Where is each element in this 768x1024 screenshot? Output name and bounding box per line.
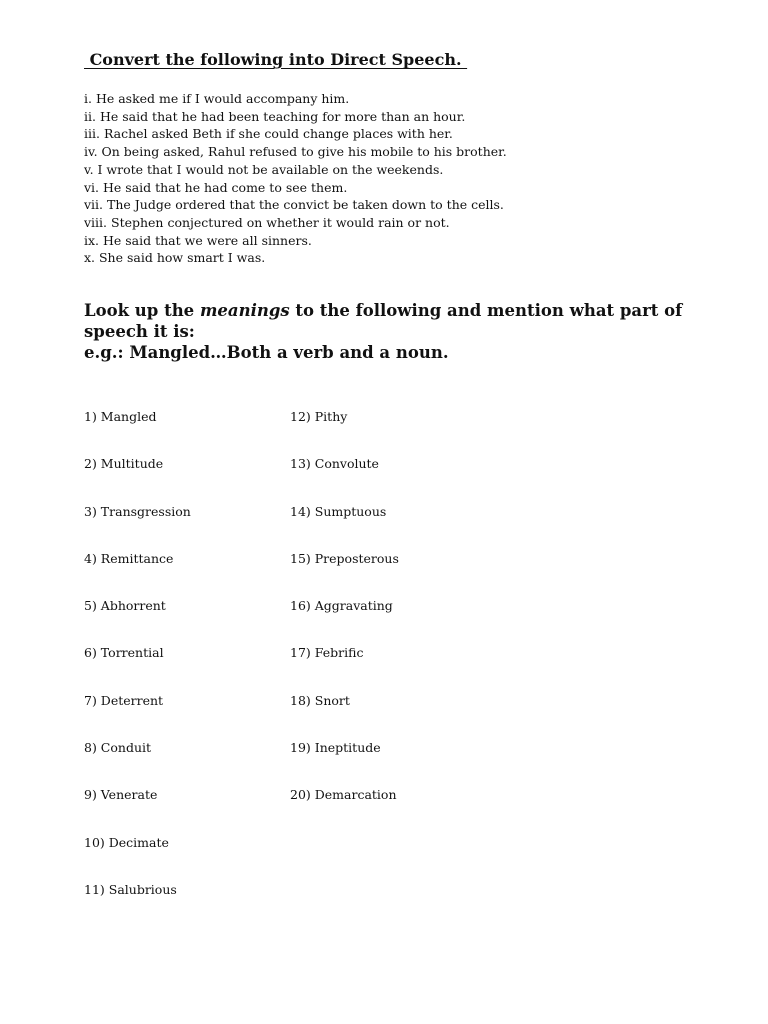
example-line: e.g.: Mangled…Both a verb and a noun. (84, 343, 449, 362)
word-item: 16) Aggravating (290, 598, 393, 614)
sentence-item: vi. He said that he had come to see them. (84, 179, 348, 195)
sentence-item: v. I wrote that I would not be available on the weekends. (84, 161, 444, 177)
word-list-right (290, 408, 399, 834)
word-item: 14) Sumptuous (290, 503, 387, 519)
sentence-item: iv. On being asked, Rahul refused to give his mobile to his brother. (84, 144, 507, 160)
sentence-item: iii. Rachel asked Beth if she could change places with her. (84, 126, 453, 142)
heading-text-emphasis: meanings (199, 301, 290, 320)
word-item: 18) Snort (290, 692, 350, 708)
word-item: 1) Mangled (84, 409, 157, 424)
sentence-item: viii. Stephen conjectured on whether it would rain or not. (84, 214, 450, 230)
heading-text-end: to the following and mention what part of speech it is: (84, 301, 683, 341)
word-item: 10) Decimate (84, 834, 169, 850)
word-item: 17) Febrific (290, 645, 364, 661)
sentence-item: vii. The Judge ordered that the convict be taken down to the cells. (84, 197, 504, 213)
word-item: 12) Pithy (290, 409, 348, 424)
section-title-direct-speech: Convert the following into Direct Speech. (84, 50, 468, 69)
word-item: 9) Venerate (84, 787, 158, 803)
word-list-left (84, 408, 191, 928)
word-item: 13) Convolute (290, 456, 379, 472)
sentence-item: x. She said how smart I was. (84, 250, 266, 266)
sentence-item: ix. He said that we were all sinners. (84, 232, 312, 248)
word-item: 2) Multitude (84, 456, 164, 472)
word-item: 8) Conduit (84, 740, 152, 756)
word-item: 5) Abhorrent (84, 598, 166, 614)
word-item: 11) Salubrious (84, 881, 177, 897)
section-heading-meanings (84, 301, 684, 342)
heading-text-start: Look up the (84, 301, 200, 320)
sentence-item: i. He asked me if I would accompany him. (84, 91, 350, 106)
word-item: 6) Torrential (84, 645, 164, 661)
word-item: 19) Ineptitude (290, 740, 381, 756)
word-item: 7) Deterrent (84, 692, 164, 708)
word-item: 3) Transgression (84, 503, 191, 519)
sentence-item: ii. He said that he had been teaching for more than an hour. (84, 108, 466, 124)
word-item: 15) Preposterous (290, 550, 399, 566)
word-item: 20) Demarcation (290, 787, 397, 803)
word-item: 4) Remittance (84, 550, 174, 566)
sentence-list (84, 90, 704, 267)
